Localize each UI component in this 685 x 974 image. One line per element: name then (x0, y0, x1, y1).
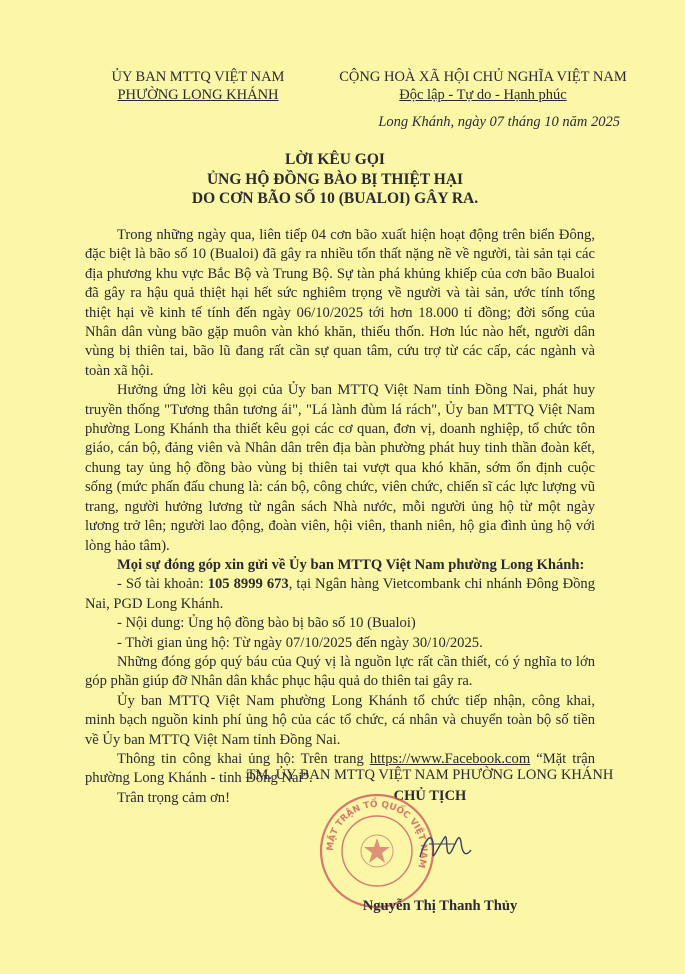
public-info-suffix: “Mặt trận phường Long Khánh - tỉnh Đồng Nai”. (85, 750, 595, 787)
country-name: CỘNG HOÀ XÃ HỘI CHỦ NGHĨA VIỆT NAM (339, 69, 627, 85)
issuer-line-1: ỦY BAN MTTQ VIỆT NAM (111, 69, 285, 85)
paragraph-content: - Nội dung: Ủng hộ đồng bào bị bão số 10 (Bualoi) (117, 615, 416, 632)
seal-text: MẶT TRẬN TỔ QUỐC VIỆT NAM (325, 799, 429, 870)
signature-organization: TM. ỦY BAN MTTQ VIỆT NAM PHƯỜNG LONG KHÁNH (246, 767, 614, 783)
document-date: Long Khánh, ngày 07 tháng 10 năm 2025 (378, 114, 620, 130)
paragraph-period: - Thời gian ủng hộ: Từ ngày 07/10/2025 đến ngày 30/10/2025. (117, 634, 483, 651)
title-line-1: LỜI KÊU GỌI (285, 151, 385, 168)
paragraph-gratitude: Những đóng góp quý báu của Quý vị là nguồn lực rất cần thiết, có ý nghĩa to lớn góp phần giúp đỡ Nhân dân khắc phục hậu quả do thiên tai gây ra. (85, 653, 595, 690)
account-prefix: - Số tài khoản: (117, 576, 208, 593)
paragraph-thanks: Trân trọng cảm ơn! (117, 789, 230, 806)
document-title (80, 150, 590, 209)
paragraph-transparency: Ủy ban MTTQ Việt Nam phường Long Khánh tổ chức tiếp nhận, công khai, minh bạch nguồn kinh phí ủng hộ của các tổ chức, cá nhân và chuyển toàn bộ số tiền về Ủy ban MTTQ Việt Nam tỉnh Đồng Nai. (85, 692, 595, 748)
account-number: 105 8999 673 (207, 576, 289, 593)
facebook-link[interactable]: https://www.Facebook.com (369, 750, 531, 767)
signer-name: Nguyễn Thị Thanh Thủy (362, 898, 518, 914)
public-info-prefix: Thông tin công khai ủng hộ: Trên trang (117, 750, 370, 767)
paragraph-contribution-heading: Mọi sự đóng góp xin gửi về Ủy ban MTTQ Việt Nam phường Long Khánh: (117, 556, 585, 573)
document-body (85, 226, 595, 808)
issuer-block (98, 68, 298, 104)
title-line-3: DO CƠN BÃO SỐ 10 (BUALOI) GÂY RA. (191, 190, 479, 207)
national-motto-block (330, 68, 636, 104)
motto: Độc lập - Tự do - Hạnh phúc (399, 87, 567, 103)
title-line-2: ỦNG HỘ ĐỒNG BÀO BỊ THIỆT HẠI (206, 170, 464, 188)
signature-role: CHỦ TỊCH (393, 788, 467, 804)
paragraph-appeal: Hưởng ứng lời kêu gọi của Ủy ban MTTQ Việt Nam tỉnh Đồng Nai, phát huy truyền thống "Tương thân tương ái", "Lá lành đùm lá rách", Ủy ban MTTQ Việt Nam phường Long Khánh tha thiết kêu gọi các cơ quan, đơn vị, doanh nghiệp, tổ chức tôn giáo, cán bộ, đảng viên và Nhân dân trên địa bàn phường phát huy tinh thần đoàn kết, chung tay ủng hộ đồng bào vùng bị thiên tai vượt qua khó khăn, sớm ổn định cuộc sống (mức phấn đấu chung là: cán bộ, công chức, viên chức, chiến sĩ các lực lượng vũ trang, người hưởng lương từ ngân sách Nhà nước, mỗi người ủng hộ từ một ngày lương trở lên; người lao động, đoàn viên, hội viên, thanh niên, hộ gia đình ủng hộ với lòng hảo tâm). (85, 382, 595, 554)
account-bank: , tại Ngân hàng Vietcombank chi nhánh Đông Đồng Nai, PGD Long Khánh. (85, 576, 596, 612)
issuer-line-2: PHƯỜNG LONG KHÁNH (117, 87, 279, 103)
paragraph-account (85, 575, 595, 614)
paragraph-situation: Trong những ngày qua, liên tiếp 04 cơn bão xuất hiện hoạt động trên biển Đông, đặc biệt là bão số 10 (Bualoi) đã gây ra nhiều tổn thất nặng nề về người, tài sản tại các địa phương khu vực Bắc Bộ và Trung Bộ. Sự tàn phá khủng khiếp của cơn bão Bualoi đã gây ra hậu quả thiệt hại hết sức nghiêm trọng về người và tài sản, ước tính tổng thiệt hại về kinh tế tính đến ngày 06/10/2025 tới hơn 18.000 tỉ đồng; đời sống của Nhân dân vùng bão gặp muôn vàn khó khăn, thiếu thốn. Hơn lúc nào hết, người dân vùng bị thiên tai, bão lũ đang rất cần sự quan tâm, cứu trợ từ các cấp, các ngành và toàn xã hội. (85, 227, 595, 379)
handwritten-signature-icon (415, 822, 475, 872)
